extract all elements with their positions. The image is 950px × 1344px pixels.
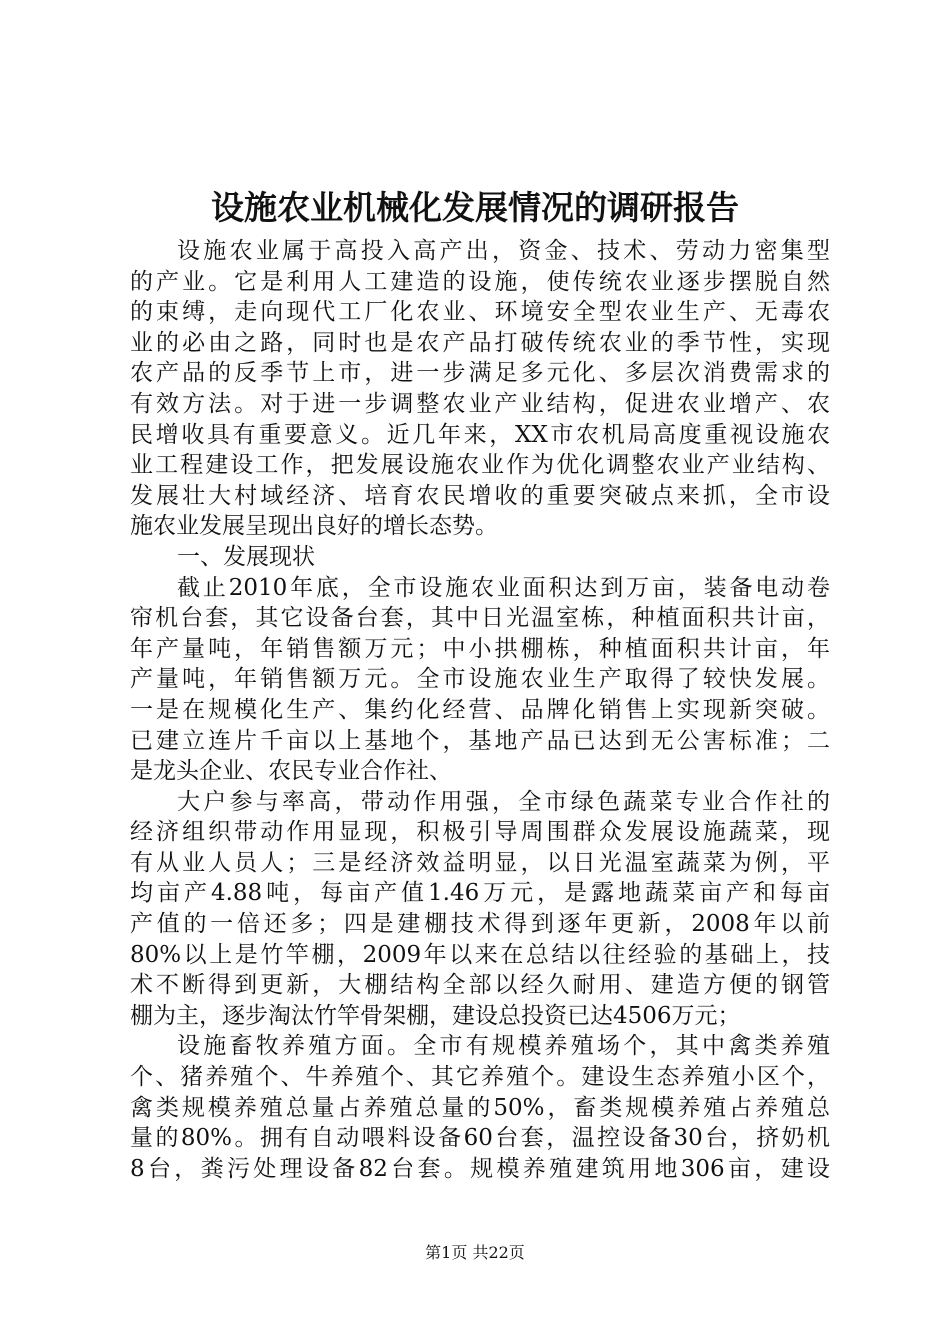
document-title: 设施农业机械化发展情况的调研报告	[211, 188, 739, 227]
body-line: 产值的一倍还多；四是建棚技术得到逐年更新，2008年以前	[130, 911, 830, 938]
body-line: 一、发展现状	[177, 543, 315, 570]
body-line: 发展壮大村域经济、培育农民增收的重要突破点来抓，全市设	[130, 482, 830, 509]
body-line: 设施畜牧养殖方面。全市有规模养殖场个，其中禽类养殖	[177, 1033, 830, 1060]
body-line: 的产业。它是利用人工建造的设施，使传统农业逐步摆脱自然	[130, 268, 830, 295]
body-line: 有效方法。对于进一步调整农业产业结构，促进农业增产、农	[130, 390, 830, 417]
body-line: 设施农业属于高投入高产出，资金、技术、劳动力密集型	[177, 238, 830, 264]
body-line: 年产量吨，年销售额万元；中小拱棚栋，种植面积共计亩，年	[130, 635, 830, 662]
body-line: 截止2010年底，全市设施农业面积达到万亩，装备电动卷	[177, 574, 830, 601]
body-line: 棚为主，逐步淘汰竹竿骨架棚，建设总投资已达4506万元；	[130, 1002, 741, 1029]
body-line: 均亩产4.88吨，每亩产值1.46万元，是露地蔬菜亩产和每亩	[130, 880, 830, 907]
body-line: 禽类规模养殖总量占养殖总量的50%，畜类规模养殖占养殖总	[130, 1094, 830, 1121]
body-line: 8台，粪污处理设备82台套。规模养殖建筑用地306亩，建设	[130, 1155, 830, 1182]
document-body	[130, 236, 830, 1184]
body-line: 农产品的反季节上市，进一步满足多元化、多层次消费需求的	[130, 360, 830, 387]
body-line: 量的80%。拥有自动喂料设备60台套，温控设备30台，挤奶机	[130, 1125, 830, 1152]
body-line: 产量吨，年销售额万元。全市设施农业生产取得了较快发展。	[130, 666, 830, 693]
body-line: 业的必由之路，同时也是农产品打破传统农业的季节性，实现	[130, 329, 830, 356]
page-footer: 第1页 共22页	[425, 1243, 525, 1262]
body-line: 的束缚，走向现代工厂化农业、环境安全型农业生产、无毒农	[130, 299, 830, 326]
body-line: 帘机台套，其它设备台套，其中日光温室栋，种植面积共计亩，	[130, 605, 830, 632]
body-line: 经济组织带动作用显现，积极引导周围群众发展设施蔬菜，现	[130, 819, 830, 846]
body-line: 业工程建设工作，把发展设施农业作为优化调整农业产业结构、	[130, 452, 830, 479]
body-line: 术不断得到更新，大棚结构全部以经久耐用、建造方便的钢管	[130, 972, 830, 999]
body-line: 民增收具有重要意义。近几年来，XX市农机局高度重视设施农	[130, 421, 830, 448]
body-line: 一是在规模化生产、集约化经营、品牌化销售上实现新突破。	[130, 696, 830, 723]
body-line: 施农业发展呈现出良好的增长态势。	[130, 513, 498, 540]
body-line: 个、猪养殖个、牛养殖个、其它养殖个。建设生态养殖小区个，	[130, 1064, 830, 1091]
body-line: 有从业人员人；三是经济效益明显，以日光温室蔬菜为例，平	[130, 849, 830, 876]
body-line: 已建立连片千亩以上基地个，基地产品已达到无公害标准；二	[130, 727, 830, 754]
body-line: 是龙头企业、农民专业合作社、	[130, 758, 452, 785]
body-line: 大户参与率高，带动作用强，全市绿色蔬菜专业合作社的	[177, 788, 830, 815]
body-line: 80%以上是竹竿棚，2009年以来在总结以往经验的基础上，技	[130, 941, 830, 968]
